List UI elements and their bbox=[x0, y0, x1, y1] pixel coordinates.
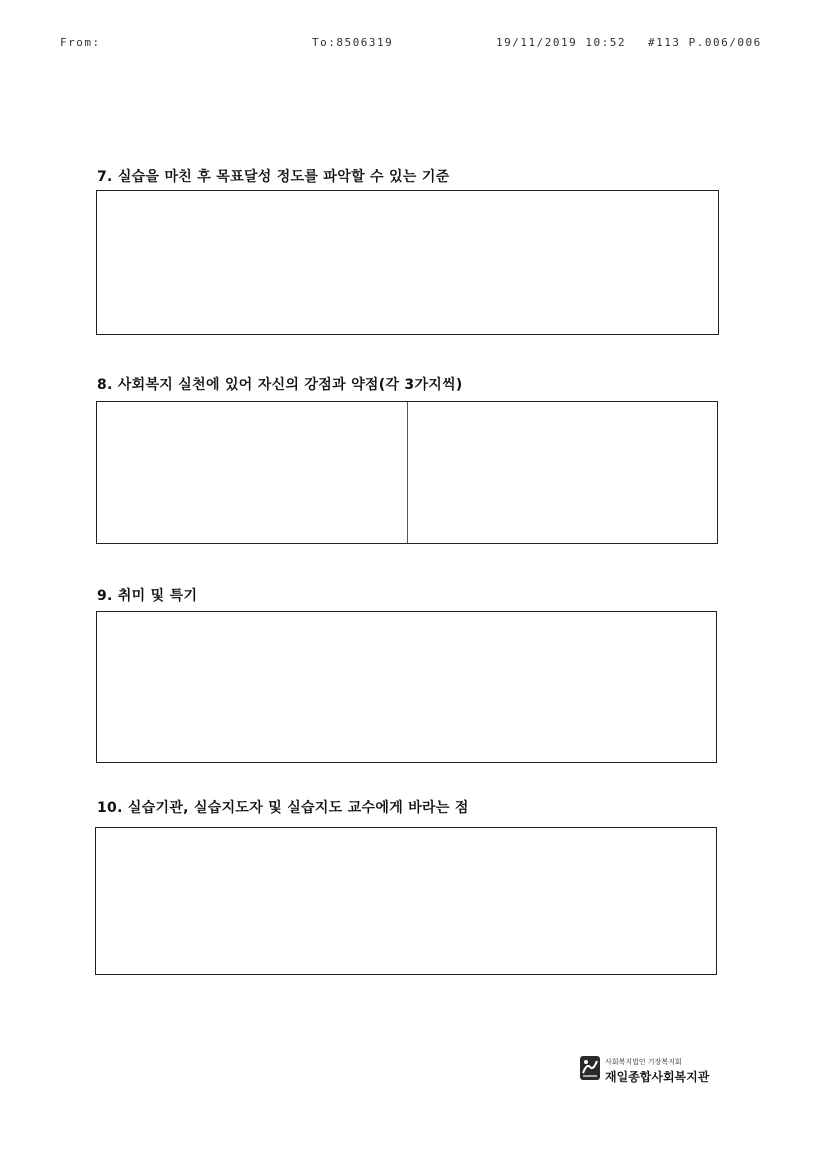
logo-subtitle: 사회복지법인 기장복지회 bbox=[605, 1058, 682, 1066]
fax-header bbox=[0, 36, 827, 52]
organization-emblem-icon bbox=[579, 1055, 601, 1081]
question-7-title: 7. 실습을 마친 후 목표달성 정도를 파악할 수 있는 기준 bbox=[97, 169, 450, 185]
question-9-answer-box[interactable] bbox=[96, 611, 717, 763]
question-8-title: 8. 사회복지 실천에 있어 자신의 강점과 약점(각 3가지씩) bbox=[97, 377, 463, 393]
strengths-answer-cell[interactable] bbox=[97, 402, 408, 543]
fax-from: From: bbox=[60, 36, 101, 49]
question-7-answer-box[interactable] bbox=[96, 190, 719, 335]
weaknesses-answer-cell[interactable] bbox=[408, 402, 718, 543]
fax-to-number: To:8506319 bbox=[312, 36, 394, 49]
question-9-title: 9. 취미 및 특기 bbox=[97, 588, 198, 604]
question-10-title: 10. 실습기관, 실습지도자 및 실습지도 교수에게 바라는 점 bbox=[97, 800, 469, 816]
logo-name: 재일종합사회복지관 bbox=[605, 1070, 710, 1084]
question-10-answer-box[interactable] bbox=[95, 827, 717, 975]
organization-logo bbox=[579, 1053, 729, 1087]
question-8-answer-box bbox=[96, 401, 718, 544]
fax-datetime: 19/11/2019 10:52 bbox=[496, 36, 626, 49]
fax-page-number: #113 P.006/006 bbox=[648, 36, 762, 49]
